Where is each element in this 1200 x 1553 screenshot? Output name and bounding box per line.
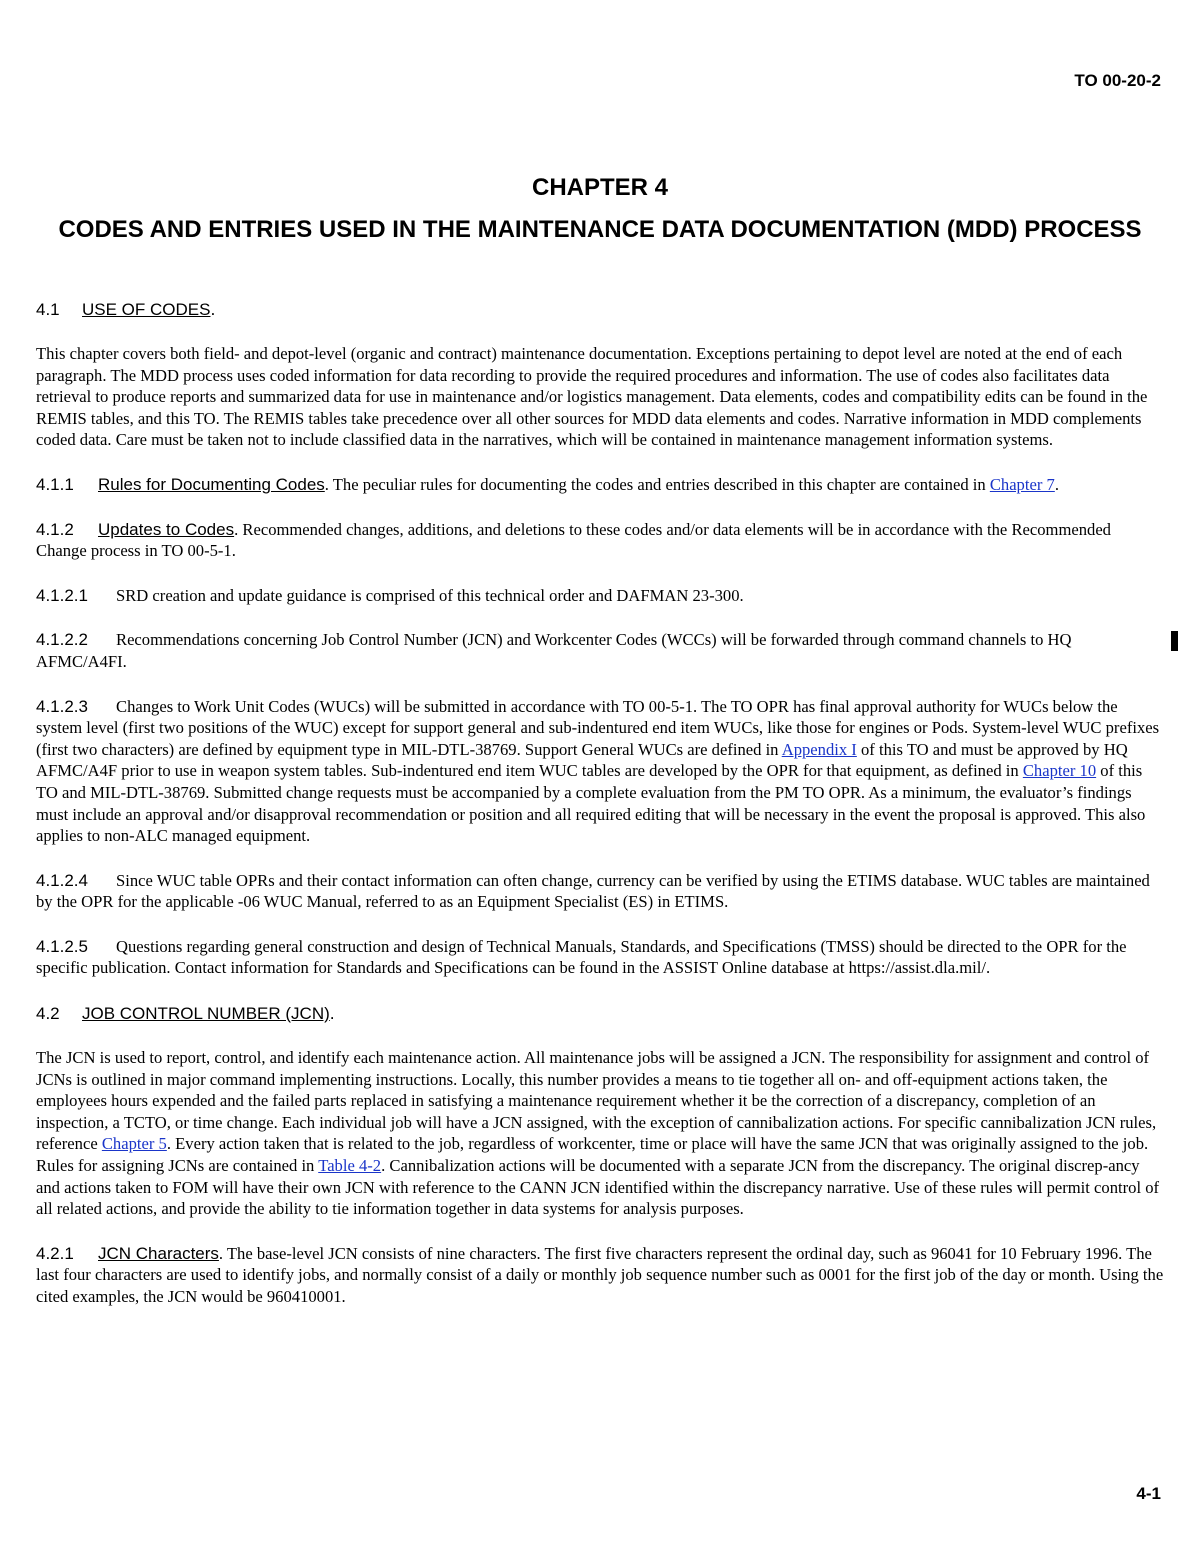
section-title: JOB CONTROL NUMBER (JCN) <box>82 1004 330 1024</box>
paragraph-4-1-2-2: 4.1.2.2 Recommendations concerning Job Control Number (JCN) and Workcenter Codes (WCCs) will be forwarded through command channels to HQ AFMC/A4FI. <box>36 630 1072 671</box>
paragraph-number: 4.1.2.2 <box>36 630 88 650</box>
paragraph-title: Updates to Codes <box>98 519 235 539</box>
document-id: TO 00-20-2 <box>1074 71 1161 90</box>
paragraph-number: 4.1.1 <box>36 474 74 494</box>
paragraph-title: Rules for Documenting Codes <box>98 474 325 494</box>
paragraph-4-1-2-1: 4.1.2.1 SRD creation and update guidance is comprised of this technical order and DAFMAN 23-300. <box>36 585 744 605</box>
chapter-title: CODES AND ENTRIES USED IN THE MAINTENANCE DATA DOCUMENTATION (MDD) PROCESS <box>58 216 1142 243</box>
section-number: 4.2 <box>36 1004 60 1024</box>
paragraph-number: 4.1.2.5 <box>36 936 88 956</box>
paragraph-4-2-1: 4.2.1 JCN Characters. The base-level JCN consists of nine characters. The first five characters represent the ordinal day, such as 96041 for 10 February 1996. The last four characters are used to identify jobs, and normally consist of a daily or monthly job sequence number such as 0001 for the first job of the day or month. Using the cited examples, the JCN would be 960410001. <box>36 1243 1164 1306</box>
paragraph-number: 4.1.2.4 <box>36 870 88 890</box>
document-body <box>36 298 1164 1331</box>
paragraph-4-1-2-5: 4.1.2.5 Questions regarding general construction and design of Technical Manuals, Standards, and Specifications (TMSS) should be directed to the OPR for the specific publication. Contact information for Standards and Specifications can be found in the ASSIST Online database at https://assist.dla.mil/. <box>36 936 1127 978</box>
link-appendix-i[interactable]: Appendix I <box>781 739 857 759</box>
paragraph-title: JCN Characters <box>98 1243 219 1263</box>
link-chapter-7[interactable]: Chapter 7 <box>989 474 1055 494</box>
section-4-2-body: The JCN is used to report, control, and identify each maintenance action. All maintenance jobs will be assigned a JCN. The responsibility for assignment and control of JCNs is outlined in major command implementing instructions. Locally, this number provides a means to tie together all on- and off-equipment actions taken, the employees hours expended and the failed parts replaced in satisfying a maintenance requirement whether it be the correction of a discrepancy, completion of an inspection, a TCTO, or time change. Each individual job will have a JCN assigned, with the exception of cannibalization actions. For specific cannibalization JCN rules, reference Chapter 5. Every action taken that is related to the job, regardless of workcenter, time or place will have the same JCN that was originally assigned to the job. Rules for assigning JCNs are contained in Table 4-2. Cannibalization actions will be documented with a separate JCN from the discrepancy. The original discrep-ancy and actions taken to FOM will have their own JCN with reference to the CANN JCN identified within the discrepancy narrative. Use of these rules will permit control of all related actions, and provide the ability to tie information together in data systems for analysis purposes. <box>36 1048 1160 1219</box>
page-number: 4-1 <box>1136 1484 1161 1503</box>
section-4-1-heading: 4.1 USE OF CODES. <box>36 299 216 319</box>
paragraph-number: 4.2.1 <box>36 1243 74 1263</box>
paragraph-number: 4.1.2 <box>36 519 74 539</box>
section-4-1-body: This chapter covers both field- and depot-level (organic and contract) maintenance documentation. Exceptions pertaining to depot level are noted at the end of each paragraph. The MDD process uses coded information for data recording to provide the required procedures and information. The use of codes also facilitates data retrieval to produce reports and summarized data for use in maintenance and/or logistics management. Data elements, codes and compatibility edits can be found in the REMIS tables, and this TO. The REMIS tables take precedence over all other sources for MDD data elements and codes. Narrative information in MDD complements coded data. Care must be taken not to include classified data in the narratives, which will be contained in maintenance management information systems. <box>36 344 1148 450</box>
chapter-label: CHAPTER 4 <box>531 174 669 201</box>
section-title: USE OF CODES <box>82 300 211 319</box>
link-table-4-2[interactable]: Table 4-2 <box>318 1156 382 1176</box>
paragraph-4-1-2-4: 4.1.2.4 Since WUC table OPRs and their contact information can often change, currency can be verified by using the ETIMS database. WUC tables are maintained by the OPR for the applicable -06 WUC Manual, referred to as an Equipment Specialist (ES) in ETIMS. <box>36 870 1150 912</box>
paragraph-4-1-2-3: 4.1.2.3 Changes to Work Unit Codes (WUCs) will be submitted in accordance with TO 00-5-1. The TO OPR has final approval authority for WUCs below the system level (first two positions of the WUC) except for support general and sub-indentured end item WUCs, like those for engines or Pods. System-level WUC prefixes (first two characters) are defined by equipment type in MIL-DTL-38769. Support General WUCs are defined in Appendix I of this TO and must be approved by HQ AFMC/A4F prior to use in weapon system tables. Sub-indentured end item WUC tables are developed by the OPR for that equipment, as defined in Chapter 10 of this TO and MIL-DTL-38769. Submitted change requests must be accompanied by a complete evaluation from the PM TO OPR. As a minimum, the evaluator’s findings must include an approval and/or disapproval recommendation or position and all required editing that will be necessary in the event the proposal is approved. This also applies to non-ALC managed equipment. <box>36 696 1160 846</box>
section-4-2-heading: 4.2 JOB CONTROL NUMBER (JCN). <box>36 1003 335 1024</box>
paragraph-number: 4.1.2.1 <box>36 585 88 605</box>
change-bar-marker <box>1171 631 1178 651</box>
paragraph-4-1-1: 4.1.1 Rules for Documenting Codes. The peculiar rules for documenting the codes and entries described in this chapter are contained in Chapter 7. <box>36 474 1059 494</box>
paragraph-number: 4.1.2.3 <box>36 696 88 716</box>
section-number: 4.1 <box>36 300 60 319</box>
paragraph-4-1-2: 4.1.2 Updates to Codes. Recommended changes, additions, and deletions to these codes and/or data elements will be in accordance with the Recommended Change process in TO 00-5-1. <box>36 519 1111 561</box>
link-chapter-5[interactable]: Chapter 5 <box>101 1134 167 1154</box>
link-chapter-10[interactable]: Chapter 10 <box>1022 761 1097 781</box>
